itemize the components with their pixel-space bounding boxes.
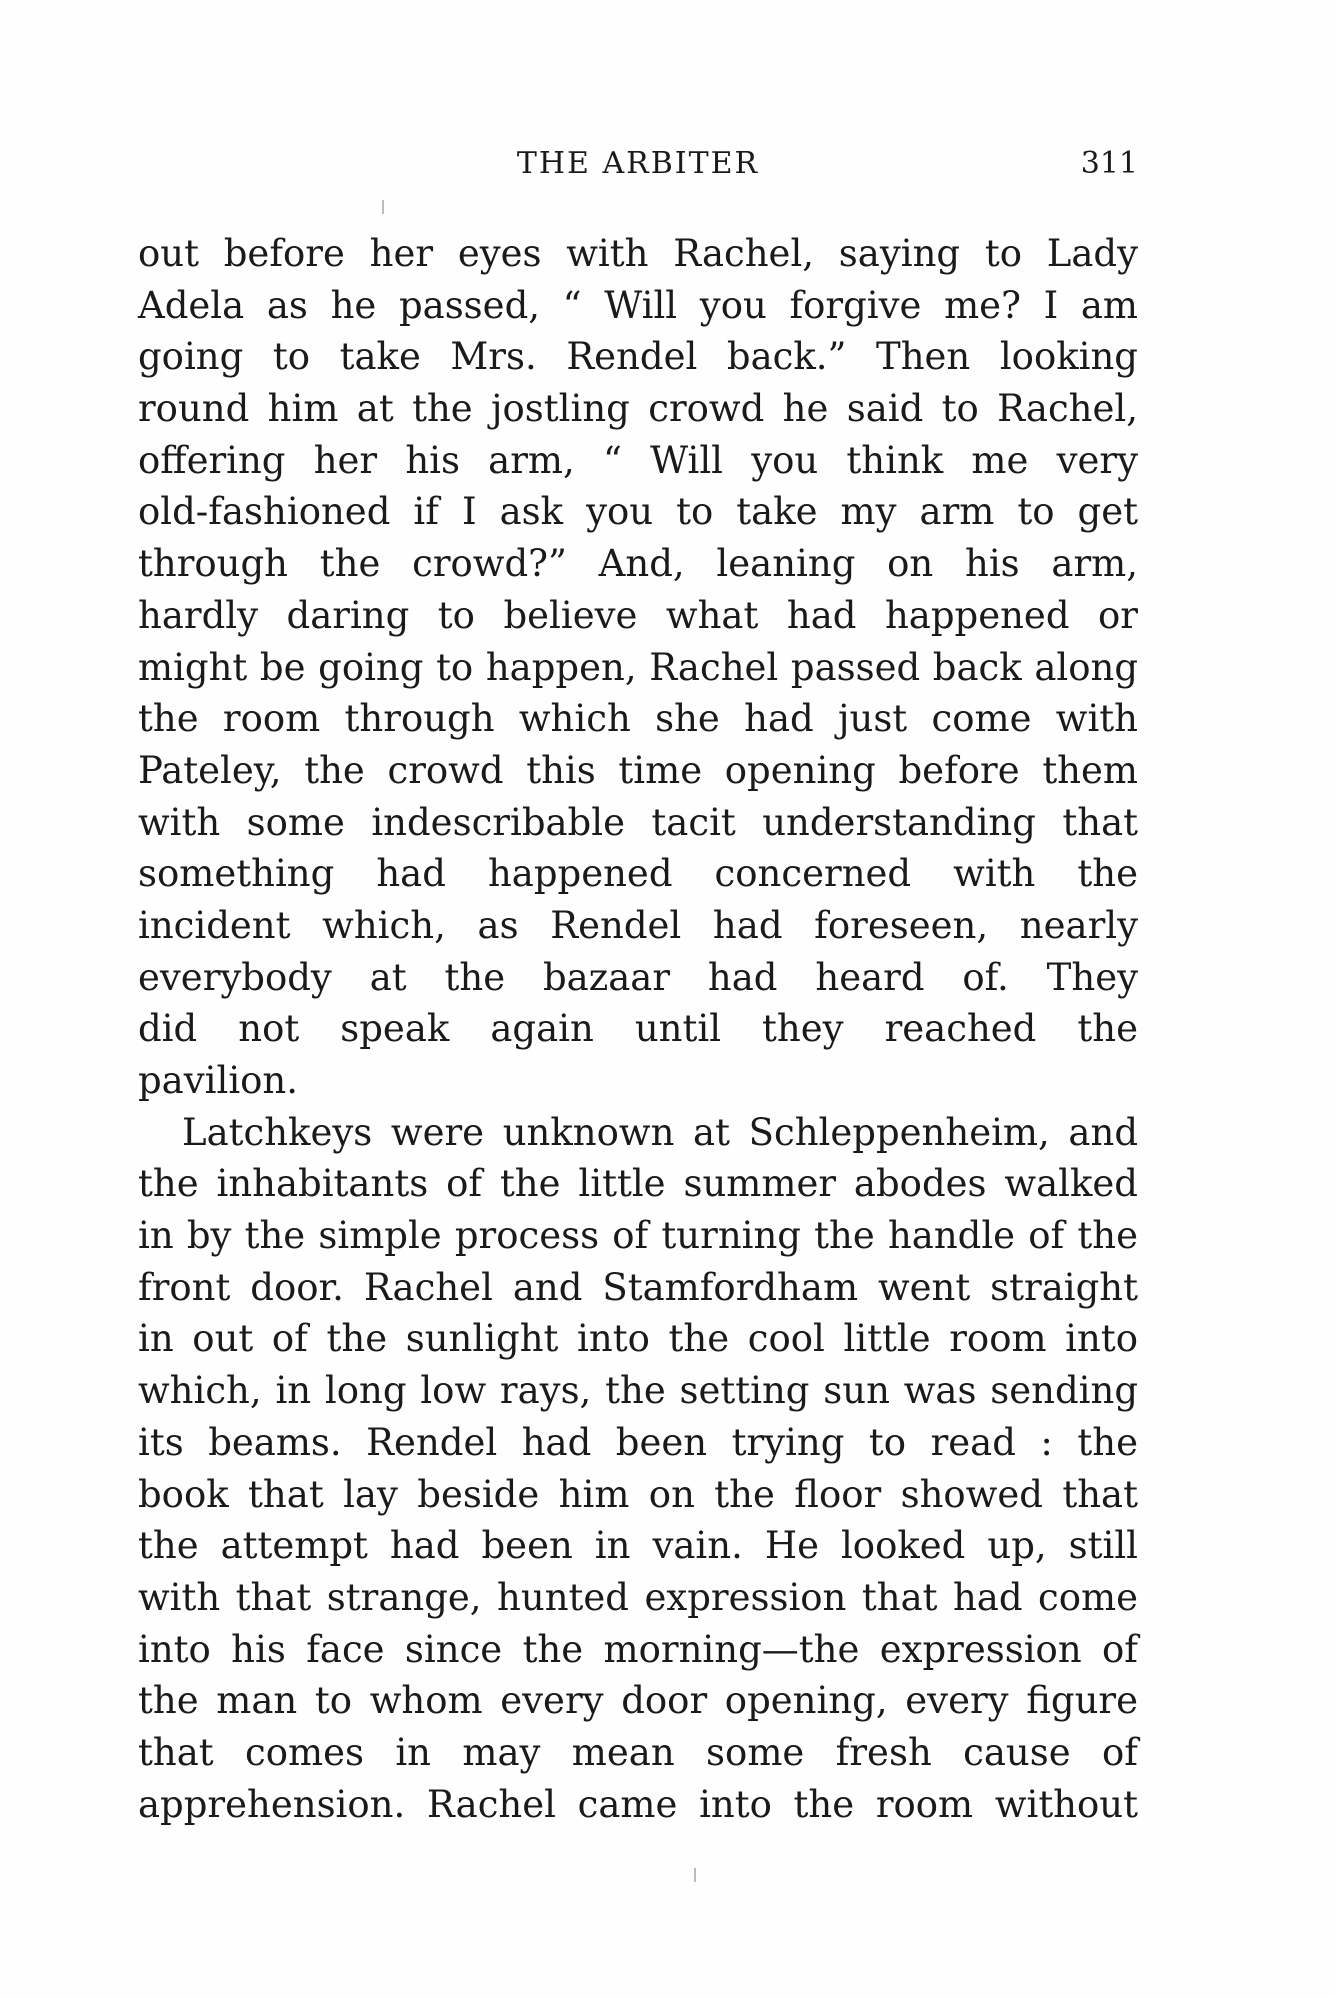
text-line: everybody at the bazaar had heard of. They <box>138 955 1138 999</box>
text-line: with that strange, hunted expression that had come <box>138 1575 1138 1619</box>
text-line: something had happened concerned with the <box>138 852 1138 896</box>
text-line: book that lay beside him on the floor showed that <box>138 1472 1138 1516</box>
text-line: Latchkeys were unknown at Schleppenheim, and <box>182 1110 1138 1154</box>
text-line: might be going to happen, Rachel passed back along <box>138 645 1138 689</box>
text-line: pavilion. <box>138 1059 299 1102</box>
text-line: the attempt had been in vain. He looked up, still <box>138 1524 1138 1568</box>
text-line: the inhabitants of the little summer abodes walked <box>138 1162 1138 1206</box>
text-line: Adela as he passed, “ Will you forgive me? I am <box>138 283 1138 327</box>
scan-speck <box>694 1868 696 1882</box>
text-line: out before her eyes with Rachel, saying to Lady <box>138 232 1138 275</box>
paragraph-1 <box>138 228 1138 1107</box>
page-number: 311 <box>1080 146 1138 181</box>
text-line: the man to whom every door opening, every figure <box>138 1679 1138 1723</box>
text-line: old-fashioned if I ask you to take my arm to get <box>138 490 1138 534</box>
text-line: in out of the sunlight into the cool little room into <box>138 1317 1138 1361</box>
text-line: going to take Mrs. Rendel back.” Then looking <box>138 335 1138 379</box>
text-line: its beams. Rendel had been trying to read : the <box>138 1420 1138 1464</box>
text-line: in by the simple process of turning the handle of the <box>138 1214 1138 1258</box>
scan-speck <box>382 200 384 214</box>
running-title: THE ARBITER <box>516 146 760 181</box>
text-line: hardly daring to believe what had happened or <box>138 593 1138 637</box>
text-line: through the crowd?” And, leaning on his arm, <box>138 542 1138 586</box>
text-line: did not speak again until they reached the <box>138 1007 1138 1051</box>
text-line: apprehension. Rachel came into the room without <box>138 1782 1138 1826</box>
text-line: into his face since the morning—the expression of <box>138 1627 1138 1671</box>
text-line: Pateley, the crowd this time opening before them <box>138 748 1138 792</box>
text-line: which, in long low rays, the setting sun was sending <box>138 1369 1138 1413</box>
text-line: the room through which she had just come with <box>138 697 1138 741</box>
body-text <box>138 228 1138 1830</box>
text-line: offering her his arm, “ Will you think me very <box>138 438 1138 482</box>
text-line: with some indescribable tacit understanding that <box>138 800 1138 844</box>
text-line: round him at the jostling crowd he said to Rachel, <box>138 387 1138 431</box>
page-header <box>138 142 1138 192</box>
text-line: that comes in may mean some fresh cause of <box>138 1730 1138 1774</box>
text-line: front door. Rachel and Stamfordham went straight <box>138 1265 1138 1309</box>
paragraph-2 <box>138 1107 1138 1831</box>
text-line: incident which, as Rendel had foreseen, nearly <box>138 903 1138 947</box>
